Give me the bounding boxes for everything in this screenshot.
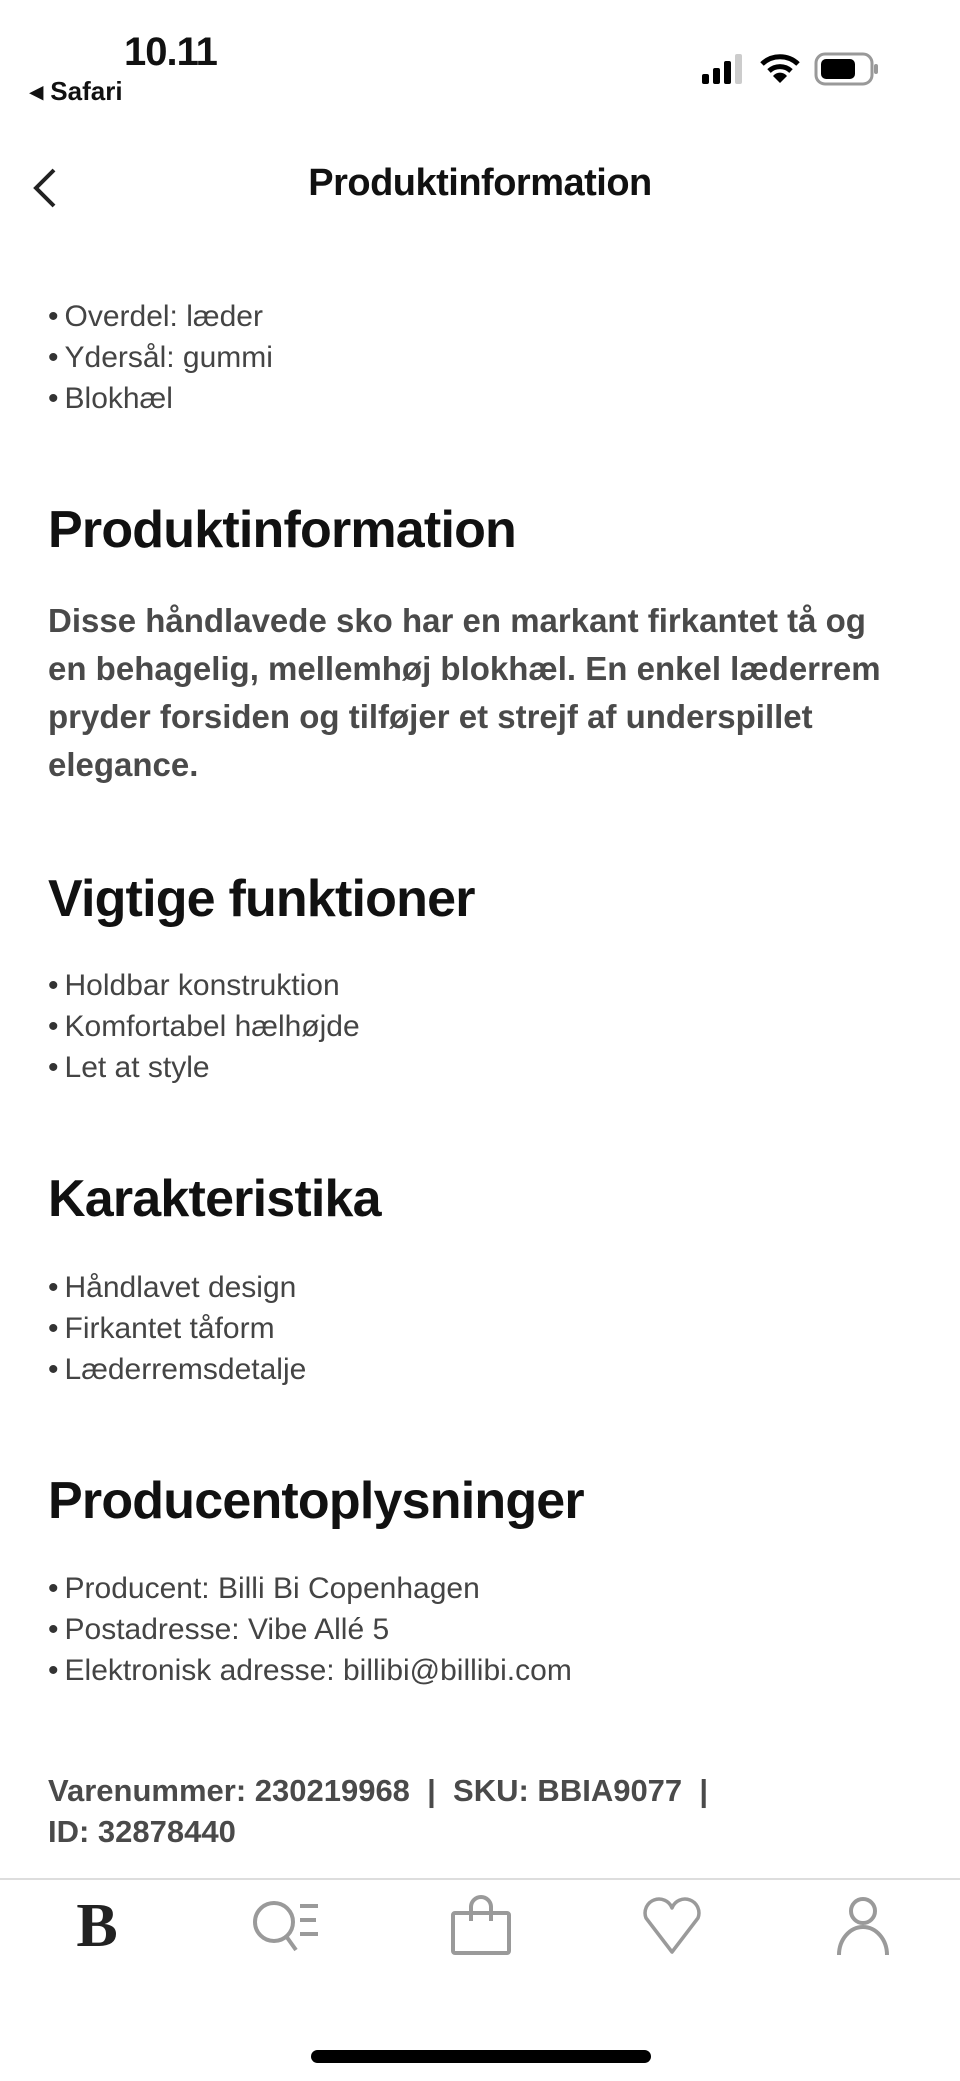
manufacturer-list [48,1568,572,1691]
list-item: • Blokhæl [48,378,273,419]
home-indicator[interactable] [311,2050,651,2063]
features-list [48,965,360,1088]
shopping-bag-icon [449,1895,513,1957]
heart-icon [640,1896,704,1956]
list-item: • Elektronisk adresse: billibi@billibi.com [48,1650,572,1691]
nav-favorites[interactable] [632,1890,712,1962]
nav-search[interactable] [248,1890,328,1962]
nav-divider [0,1878,960,1880]
item-id: ID: 32878440 [48,1814,236,1849]
profile-icon [833,1895,893,1957]
signal-icon [702,54,746,84]
product-identifiers [48,1770,748,1852]
list-item: • Holdbar konstruktion [48,965,360,1006]
nav-home[interactable] [57,1890,137,1962]
list-item: • Håndlavet design [48,1267,306,1308]
nav-bag[interactable] [441,1890,521,1962]
section-heading: Produktinformation [48,501,517,559]
back-to-safari[interactable]: ◂ Safari [30,76,123,106]
list-item: • Producent: Billi Bi Copenhagen [48,1568,572,1609]
battery-icon [814,52,880,86]
list-item: • Overdel: læder [48,296,273,337]
status-time: 10.11 [124,30,217,74]
status-icons [702,52,880,86]
list-item: • Postadresse: Vibe Allé 5 [48,1609,572,1650]
wifi-icon [760,54,800,84]
list-item: • Ydersål: gummi [48,337,273,378]
page-title: Produktinformation [308,162,652,204]
list-item: • Læderremsdetalje [48,1349,306,1390]
search-list-icon [250,1896,326,1956]
section-heading: Karakteristika [48,1170,381,1228]
materials-list [48,296,273,419]
list-item: • Let at style [48,1047,360,1088]
nav-profile[interactable] [823,1890,903,1962]
section-heading: Producentoplysninger [48,1472,584,1530]
characteristics-list [48,1267,306,1390]
list-item: • Komfortabel hælhøjde [48,1006,360,1047]
section-heading: Vigtige funktioner [48,870,475,928]
product-description: Disse håndlavede sko har en markant firkantet tå og en behagelig, mellemhøj blokhæl. En enkel læderrem pryder forsiden og tilføjer et strejf af underspillet elegance. [48,602,881,783]
brand-logo-icon: B [76,1891,118,1960]
list-item: • Firkantet tåform [48,1308,306,1349]
item-number-sku: Varenummer: 230219968 | SKU: BBIA9077 | [48,1773,709,1808]
